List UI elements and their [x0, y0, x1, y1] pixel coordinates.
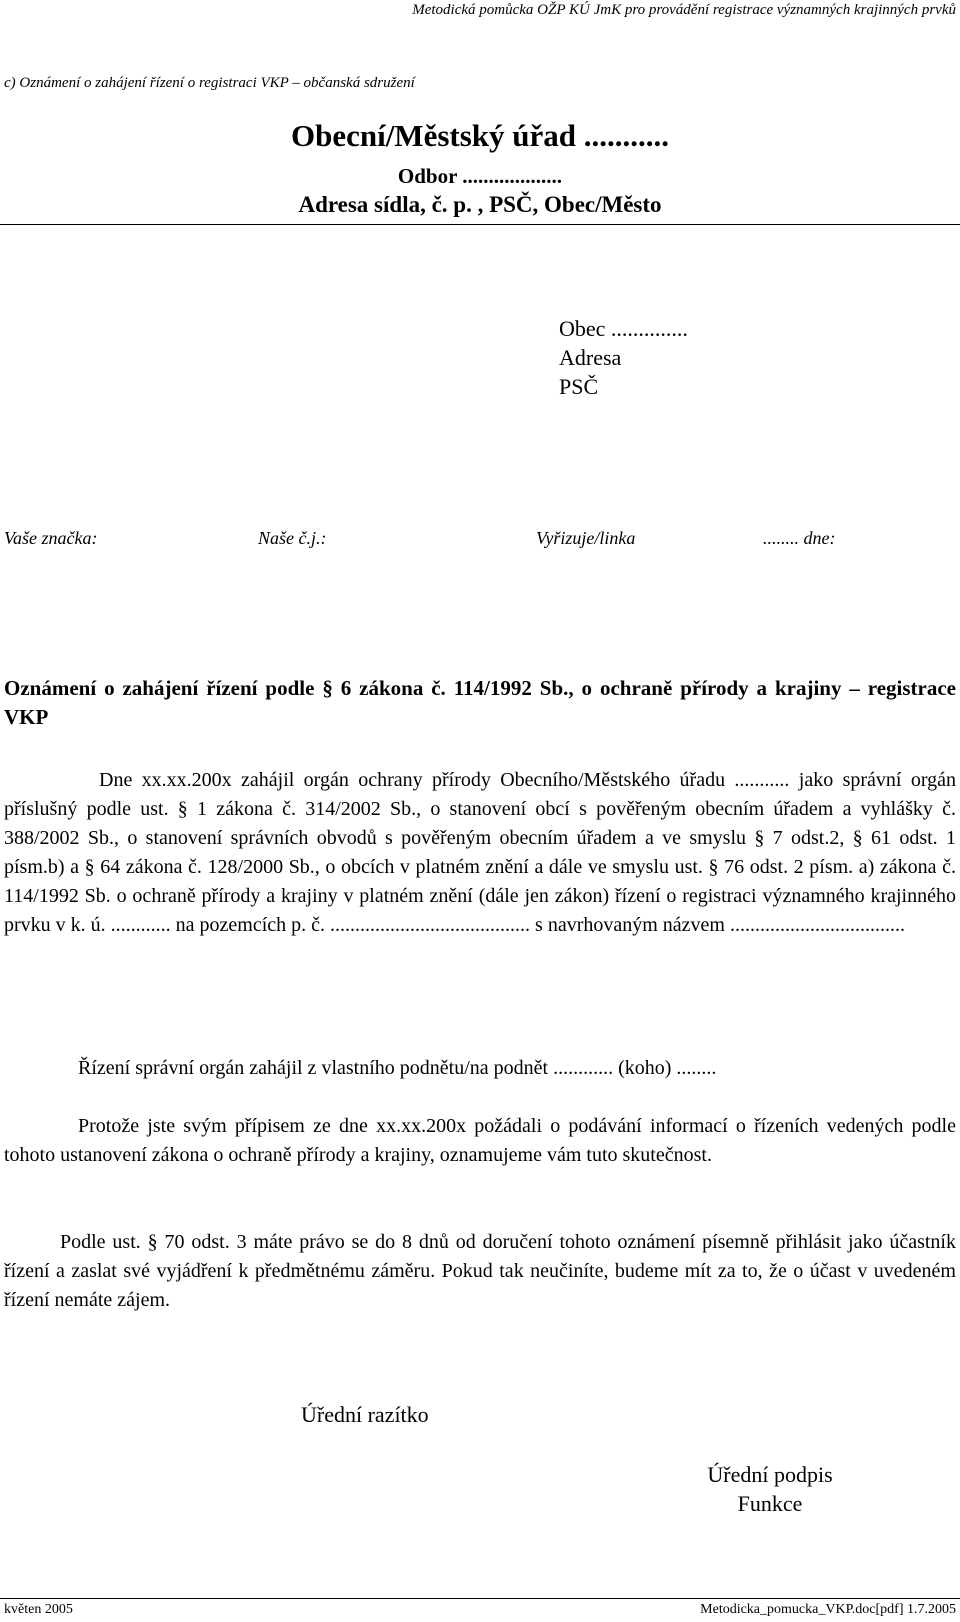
signature-title: Funkce	[737, 1491, 803, 1516]
footer-date: květen 2005	[4, 1602, 73, 1617]
signature-line: Úřední podpis	[707, 1462, 833, 1487]
handled-by-label: Vyřizuje/linka	[536, 528, 636, 548]
official-stamp-label: Úřední razítko	[301, 1402, 429, 1427]
paragraph-text: Podle ust. § 70 odst. 3 máte právo se do 8 dnů od doručení tohoto oznámení písemně přihlásit jako účastník řízení a zaslat své vyjádření k předmětnému záměru. Pokud tak neučiníte, budeme mít za to, že o účast v uvedeném řízení nemáte zájem.	[4, 1231, 956, 1311]
our-reference-label: Naše č.j.:	[258, 528, 327, 548]
recipient-line-1: Obec ..............	[559, 316, 688, 341]
body-paragraph-4	[4, 1228, 956, 1315]
paragraph-text: Protože jste svým přípisem ze dne xx.xx.200x požádali o podávání informací o řízeních vedených podle tohoto ustanovení zákona o ochraně přírody a krajiny, oznamujeme vám tuto skutečnost.	[4, 1115, 956, 1166]
footer-filename: Metodicka_pomucka_VKP.doc[pdf] 1.7.2005	[700, 1602, 956, 1617]
running-header: Metodická pomůcka OŽP KÚ JmK pro provádění registrace významných krajinných prvků	[412, 2, 956, 18]
body-paragraph-2	[4, 1054, 956, 1083]
paragraph-text: Řízení správní orgán zahájil z vlastního podnětu/na podnět ............ (koho) ........	[78, 1057, 717, 1079]
header-divider	[0, 224, 960, 225]
body-paragraph-3	[4, 1112, 956, 1170]
office-name: Obecní/Městský úřad ...........	[290, 118, 670, 153]
date-label: ........ dne:	[763, 528, 836, 548]
body-paragraph-1	[4, 766, 956, 940]
recipient-line-3: PSČ	[559, 374, 599, 399]
office-address: Adresa sídla, č. p. , PSČ, Obec/Město	[298, 192, 662, 217]
document-subject: Oznámení o zahájení řízení podle § 6 zákona č. 114/1992 Sb., o ochraně přírody a krajiny – registrace VKP	[4, 676, 956, 729]
office-department: Odbor ...................	[397, 164, 563, 188]
signature-block	[620, 1460, 920, 1518]
recipient-address	[559, 314, 688, 401]
recipient-line-2: Adresa	[559, 345, 622, 370]
section-label: c) Oznámení o zahájení řízení o registraci VKP – občanská sdružení	[4, 75, 415, 91]
your-reference-label: Vaše značka:	[4, 528, 98, 548]
paragraph-text: Dne xx.xx.200x zahájil orgán ochrany přírody Obecního/Městského úřadu ........... jako správní orgán příslušný podle ust. § 1 zákona č. 314/2002 Sb., o stanovení obcí s pověřeným obecním úřadem a vyhlášky č. 388/2002 Sb., o stanovení správních obvodů s pověřeným obecním úřadem a ve smyslu § 7 odst.2, § 61 odst. 1 písm.b) a § 64 zákona č. 128/2000 Sb., o obcích v platném znění a dále ve smyslu ust. § 76 odst. 2 písm. a) zákona č. 114/1992 Sb. o ochraně přírody a krajiny v platném znění (dále jen zákon) řízení o registraci významného krajinného prvku v k. ú. ............ na pozemcích p. č. ........................................ s navrhovaným názvem ...................................	[4, 769, 956, 936]
footer-divider	[0, 1598, 960, 1599]
